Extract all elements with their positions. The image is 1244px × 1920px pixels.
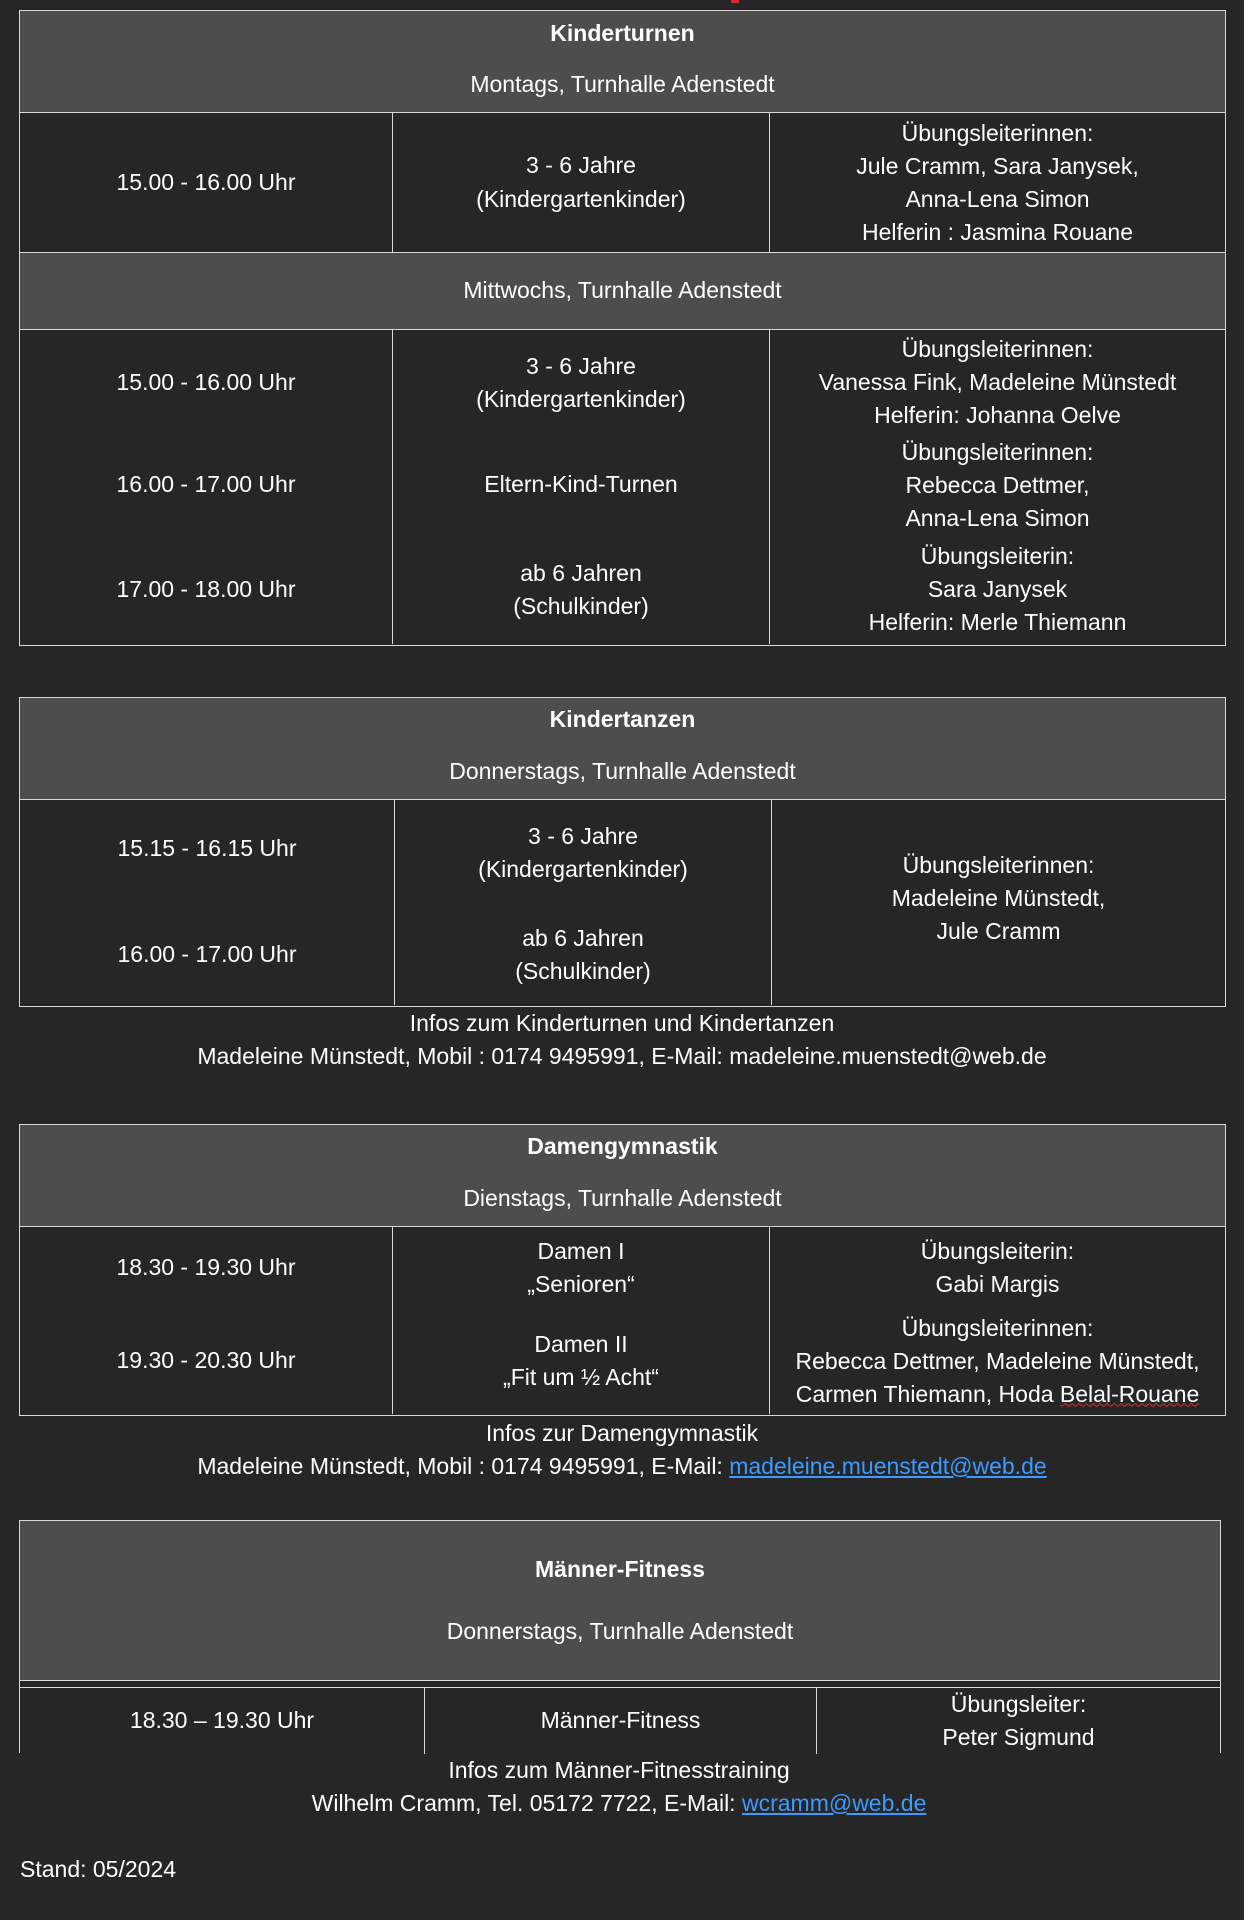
kinderturnen-day-monday: Montags, Turnhalle Adenstedt: [470, 71, 775, 97]
group-cell: Damen I „Senioren“: [393, 1227, 770, 1308]
leaders-cell: Übungsleiterin: Gabi Margis: [920, 1237, 1075, 1297]
group-cell: Eltern-Kind-Turnen: [393, 435, 770, 535]
kinderturnen-header: [20, 11, 1225, 113]
email-link[interactable]: madeleine.muenstedt@web.de: [729, 1453, 1047, 1479]
damengymnastik-title: Damengymnastik: [527, 1133, 718, 1159]
maennerfitness-title: Männer-Fitness: [535, 1556, 705, 1582]
kinderturnen-title: Kinderturnen: [550, 20, 695, 46]
kinderturnen-day-wednesday: Mittwochs, Turnhalle Adenstedt: [463, 277, 782, 304]
leaders-cell: Übungsleiterinnen: Madeleine Münstedt, Jule Cramm: [891, 852, 1106, 944]
table-row: [20, 113, 1225, 253]
kindertanzen-title: Kindertanzen: [549, 706, 696, 732]
spellcheck-underline: Belal-Rouane: [1059, 1380, 1200, 1407]
damengymnastik-day: Dienstags, Turnhalle Adenstedt: [463, 1185, 782, 1211]
table-row: [20, 435, 1225, 535]
maennerfitness-info: [0, 1754, 1241, 1820]
kindertanzen-day: Donnerstags, Turnhalle Adenstedt: [449, 758, 796, 784]
time-cell: 19.30 - 20.30 Uhr: [20, 1308, 393, 1414]
leaders-cell: Übungsleiterinnen: Rebecca Dettmer, Anna-Lena Simon: [901, 438, 1094, 531]
table-row: [20, 1308, 1225, 1414]
group-cell: ab 6 Jahren (Schulkinder): [515, 925, 651, 984]
table-row: [20, 330, 1225, 435]
time-cell: 18.30 - 19.30 Uhr: [20, 1227, 393, 1308]
time-cell: 15.00 - 16.00 Uhr: [20, 330, 393, 435]
group-cell: 3 - 6 Jahre (Kindergartenkinder): [478, 822, 688, 882]
kindertanzen-table: [19, 697, 1226, 1007]
table-row: [20, 535, 1225, 644]
damengymnastik-info-title: Infos zur Damengymnastik: [485, 1420, 759, 1446]
leaders-cell: Übungsleiterinnen: Vanessa Fink, Madeleine Münstedt Helferin: Johanna Oelve: [818, 336, 1177, 428]
maennerfitness-day: Donnerstags, Turnhalle Adenstedt: [446, 1618, 794, 1644]
damengymnastik-info-contact: Madeleine Münstedt, Mobil : 0174 9495991, E-Mail: madeleine.muenstedt@web.de: [197, 1453, 1047, 1479]
maennerfitness-header: [20, 1521, 1220, 1681]
time-cell: 18.30 – 19.30 Uhr: [20, 1688, 425, 1754]
email-link[interactable]: wcramm@web.de: [741, 1790, 927, 1816]
kindertanzen-info-title: Infos zum Kinderturnen und Kindertanzen: [409, 1010, 835, 1036]
damengymnastik-table: [19, 1124, 1226, 1416]
time-cell: 15.00 - 16.00 Uhr: [20, 113, 393, 252]
time-cell: 17.00 - 18.00 Uhr: [20, 535, 393, 644]
group-cell: 3 - 6 Jahre (Kindergartenkinder): [393, 330, 770, 435]
leaders-cell: Übungsleiterinnen: Rebecca Dettmer, Madeleine Münstedt, Carmen Thiemann, Hoda Belal-Rouane: [795, 1314, 1200, 1407]
group-cell: 3 - 6 Jahre (Kindergartenkinder): [393, 113, 770, 252]
kinderturnen-table: [19, 10, 1226, 646]
group-cell: ab 6 Jahren (Schulkinder): [393, 535, 770, 644]
stand-date: Stand: 05/2024: [20, 1856, 177, 1882]
kindertanzen-info-contact: Madeleine Münstedt, Mobil : 0174 9495991, E-Mail: madeleine.muenstedt@web.de: [197, 1043, 1047, 1069]
table-row: [20, 1688, 1220, 1754]
table-row: [20, 1227, 1225, 1308]
kinderturnen-day-wednesday-header: [20, 253, 1225, 330]
group-cell: Damen II „Fit um ½ Acht“: [393, 1308, 770, 1414]
red-marker: [731, 0, 739, 3]
group-cell: Männer-Fitness: [425, 1688, 817, 1754]
leaders-cell: Übungsleiterin: Sara Janysek Helferin: Merle Thiemann: [868, 543, 1127, 635]
time-cell: 16.00 - 17.00 Uhr: [20, 435, 393, 535]
time-cell: 15.15 - 16.15 Uhr: [117, 834, 297, 861]
maennerfitness-info-contact: Wilhelm Cramm, Tel. 05172 7722, E-Mail: wcramm@web.de: [311, 1790, 927, 1816]
damengymnastik-info: [0, 1417, 1244, 1483]
kindertanzen-header: [20, 698, 1225, 800]
damengymnastik-header: [20, 1125, 1225, 1227]
leaders-cell: Übungsleiter: Peter Sigmund: [942, 1691, 1095, 1750]
kindertanzen-info: [0, 1007, 1244, 1073]
leaders-cell: Übungsleiterinnen: Jule Cramm, Sara Janysek, Anna-Lena Simon Helferin : Jasmina Rouane: [856, 119, 1139, 245]
maennerfitness-table: [19, 1520, 1221, 1753]
time-cell: 16.00 - 17.00 Uhr: [117, 941, 297, 968]
maennerfitness-info-title: Infos zum Männer-Fitnesstraining: [448, 1757, 790, 1783]
